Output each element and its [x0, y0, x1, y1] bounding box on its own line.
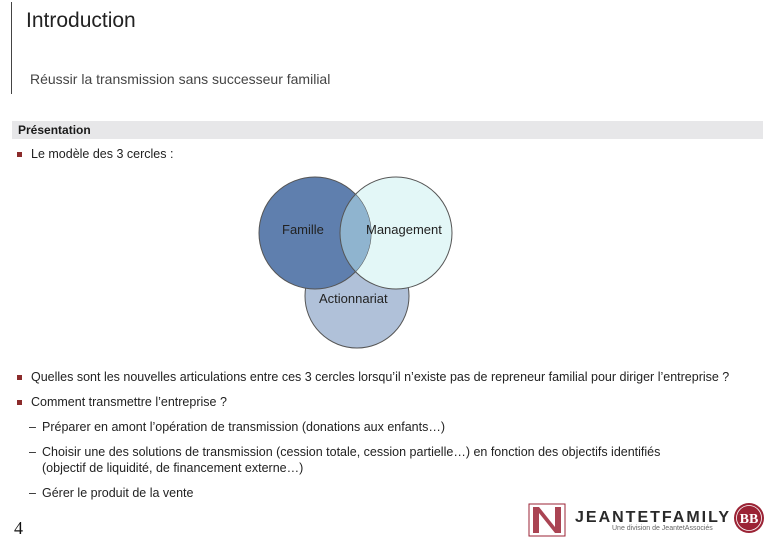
dash-marker: – — [29, 445, 36, 459]
bullet-text: Le modèle des 3 cercles : — [31, 147, 174, 161]
page-title: Introduction — [26, 9, 136, 32]
header-rule — [11, 2, 12, 94]
three-circles-diagram — [250, 170, 470, 350]
sub-bullet-text-line2: (objectif de liquidité, de financement externe…) — [42, 461, 304, 475]
bullet-text: Quelles sont les nouvelles articulations entre ces 3 cercles lorsqu’il n’existe pas de repreneur familial pour diriger l’entreprise ? — [31, 370, 730, 384]
sub-bullet-text: Préparer en amont l’opération de transmission (donations aux enfants…) — [42, 420, 445, 434]
sub-bullet-text: Gérer le produit de la vente — [42, 486, 194, 500]
label-famille: Famille — [282, 222, 324, 237]
dash-marker: – — [29, 486, 36, 500]
logo-jeantet-text: JEANTET — [575, 509, 662, 526]
page-subtitle: Réussir la transmission sans successeur familial — [30, 71, 331, 87]
bullet-square-icon — [17, 400, 22, 405]
section-header — [12, 121, 763, 139]
section-label: Présentation — [18, 123, 91, 137]
sub-bullet-text-line1: Choisir une des solutions de transmission (cession totale, cession partielle…) en fonction des objectifs identifiés — [42, 445, 661, 459]
jeantet-n-logo-icon — [528, 503, 566, 537]
bullet-square-icon — [17, 375, 22, 380]
logo-family-text: FAMILY — [661, 509, 732, 526]
dash-marker: – — [29, 420, 36, 434]
logo-tagline: Une division de JeantetAssociés — [612, 525, 713, 532]
page-number: 4 — [14, 518, 23, 538]
bullet-text: Comment transmettre l’entreprise ? — [31, 395, 227, 409]
label-actionnariat: Actionnariat — [319, 291, 388, 306]
bb-logo-text: BB — [739, 512, 759, 527]
bullet-square-icon — [17, 152, 22, 157]
bb-logo-icon — [733, 502, 765, 534]
label-management: Management — [366, 222, 442, 237]
